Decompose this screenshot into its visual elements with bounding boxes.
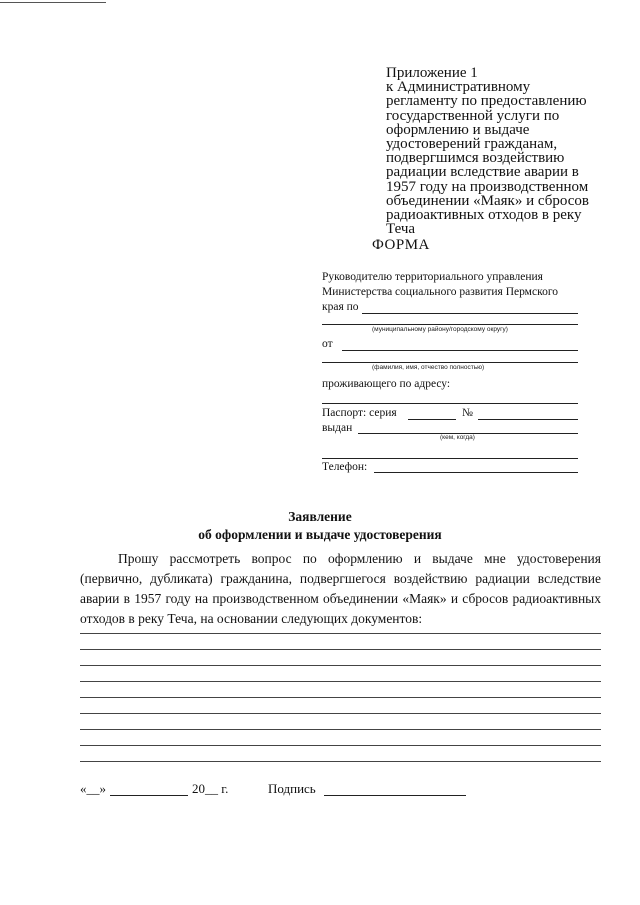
- appendix-line: регламенту по предоставлению: [386, 93, 587, 110]
- passport-series-field[interactable]: [408, 419, 456, 420]
- appendix-block: [386, 66, 621, 236]
- name-field-continued[interactable]: [322, 362, 578, 363]
- phone-field[interactable]: [374, 472, 578, 473]
- appendix-line: Теча: [386, 221, 416, 238]
- district-field[interactable]: [362, 313, 578, 314]
- appendix-line: государственной услуги по: [386, 107, 560, 124]
- addressee-district-label: края по: [322, 301, 359, 313]
- statement-subtitle: об оформлении и выдаче удостоверения: [198, 527, 442, 542]
- appendix-line: радиоактивных отходов в реку: [386, 207, 582, 224]
- documents-line[interactable]: [80, 633, 601, 634]
- district-hint: (муниципальному району/городскому округу): [372, 326, 508, 333]
- form-label: ФОРМА: [372, 237, 430, 253]
- passport-series-label: Паспорт: серия: [322, 407, 397, 419]
- documents-line[interactable]: [80, 729, 601, 730]
- date-month-field[interactable]: [110, 795, 188, 796]
- passport-number-label: №: [462, 407, 473, 419]
- date-day: «__»: [80, 781, 106, 796]
- address-field[interactable]: [322, 403, 578, 404]
- statement-body: Прошу рассмотреть вопрос по оформлению и выдаче мне удостоверения (первично, дубликата) гражданина, подвергшегося воздействию радиации вследствие аварии в 1957 году на производственном объединении «Маяк» и сбросов радиоактивных отходов в реку Теча, на основании следующих документов:: [80, 551, 601, 626]
- issued-hint: (кем, когда): [440, 434, 475, 441]
- phone-label: Телефон:: [322, 461, 368, 473]
- issued-field-continued[interactable]: [322, 458, 578, 459]
- documents-line[interactable]: [80, 649, 601, 650]
- passport-number-field[interactable]: [478, 419, 578, 420]
- addressee-line-1: Руководителю территориального управления: [322, 271, 543, 283]
- documents-line[interactable]: [80, 697, 601, 698]
- statement-title: Заявление: [288, 509, 352, 524]
- documents-line[interactable]: [80, 745, 601, 746]
- documents-line[interactable]: [80, 681, 601, 682]
- documents-line[interactable]: [80, 665, 601, 666]
- appendix-line: радиации вследствие аварии в: [386, 164, 579, 181]
- appendix-line: объединении «Маяк» и сбросов: [386, 192, 589, 209]
- addressee-line-2: Министерства социального развития Пермского: [322, 286, 558, 298]
- from-label: от: [322, 338, 333, 350]
- documents-line[interactable]: [80, 761, 601, 762]
- name-hint: (фамилия, имя, отчество полностью): [372, 364, 485, 371]
- issued-label: выдан: [322, 422, 353, 434]
- documents-line[interactable]: [80, 713, 601, 714]
- appendix-line: к Административному: [386, 79, 531, 96]
- district-field-continued[interactable]: [322, 324, 578, 325]
- appendix-line: 1957 году на производственном: [386, 178, 589, 195]
- signature-label: Подпись: [268, 781, 316, 796]
- date-year: 20__ г.: [192, 781, 229, 796]
- top-left-rule: [0, 2, 106, 3]
- appendix-line: оформлению и выдаче: [386, 121, 530, 138]
- appendix-line: подвергшимся воздействию: [386, 150, 565, 167]
- name-field[interactable]: [342, 350, 578, 351]
- appendix-line: удостоверений гражданам,: [386, 136, 558, 153]
- appendix-line: Приложение 1: [386, 65, 478, 81]
- signature-field[interactable]: [324, 795, 466, 796]
- residing-label: проживающего по адресу:: [322, 378, 451, 390]
